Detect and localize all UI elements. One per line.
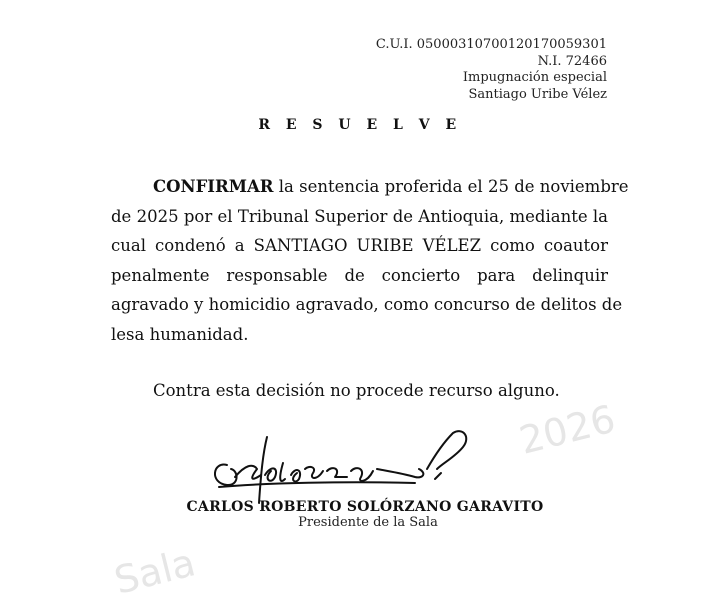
document-header <box>376 37 607 103</box>
paragraph-line: agravado y homicidio agravado, como concurso de delitos de <box>111 295 623 315</box>
watermark-sala: Sala <box>110 540 200 603</box>
ruling-keyword: CONFIRMAR <box>153 177 274 196</box>
signatory-role: Presidente de la Sala <box>298 515 438 530</box>
paragraph-line: CONFIRMAR la sentencia proferida el 25 de noviembre <box>153 177 629 196</box>
paragraph-line: de 2025 por el Tribunal Superior de Antioquia, mediante la <box>111 206 608 226</box>
cui-number: C.U.I. 05000310700120170059301 <box>375 37 607 52</box>
case-type: Impugnación especial <box>462 70 607 85</box>
no-appeal-statement: Contra esta decisión no procede recurso alguno. <box>153 381 560 400</box>
ni-number: N.I. 72466 <box>537 53 607 69</box>
watermark-year: 2026 <box>515 396 620 463</box>
paragraph-line: lesa humanidad. <box>111 324 249 344</box>
signatory-name: CARLOS ROBERTO SOLÓRZANO GARAVITO <box>186 499 544 515</box>
paragraph-line: cual condenó a SANTIAGO URIBE VÉLEZ como coautor <box>111 236 608 256</box>
resuelve-heading: R E S U E L V E <box>258 117 462 133</box>
ruling-paragraph <box>111 172 629 350</box>
paragraph-line: penalmente responsable de concierto para delinquir <box>111 265 608 285</box>
case-party: Santiago Uribe Vélez <box>468 86 607 102</box>
